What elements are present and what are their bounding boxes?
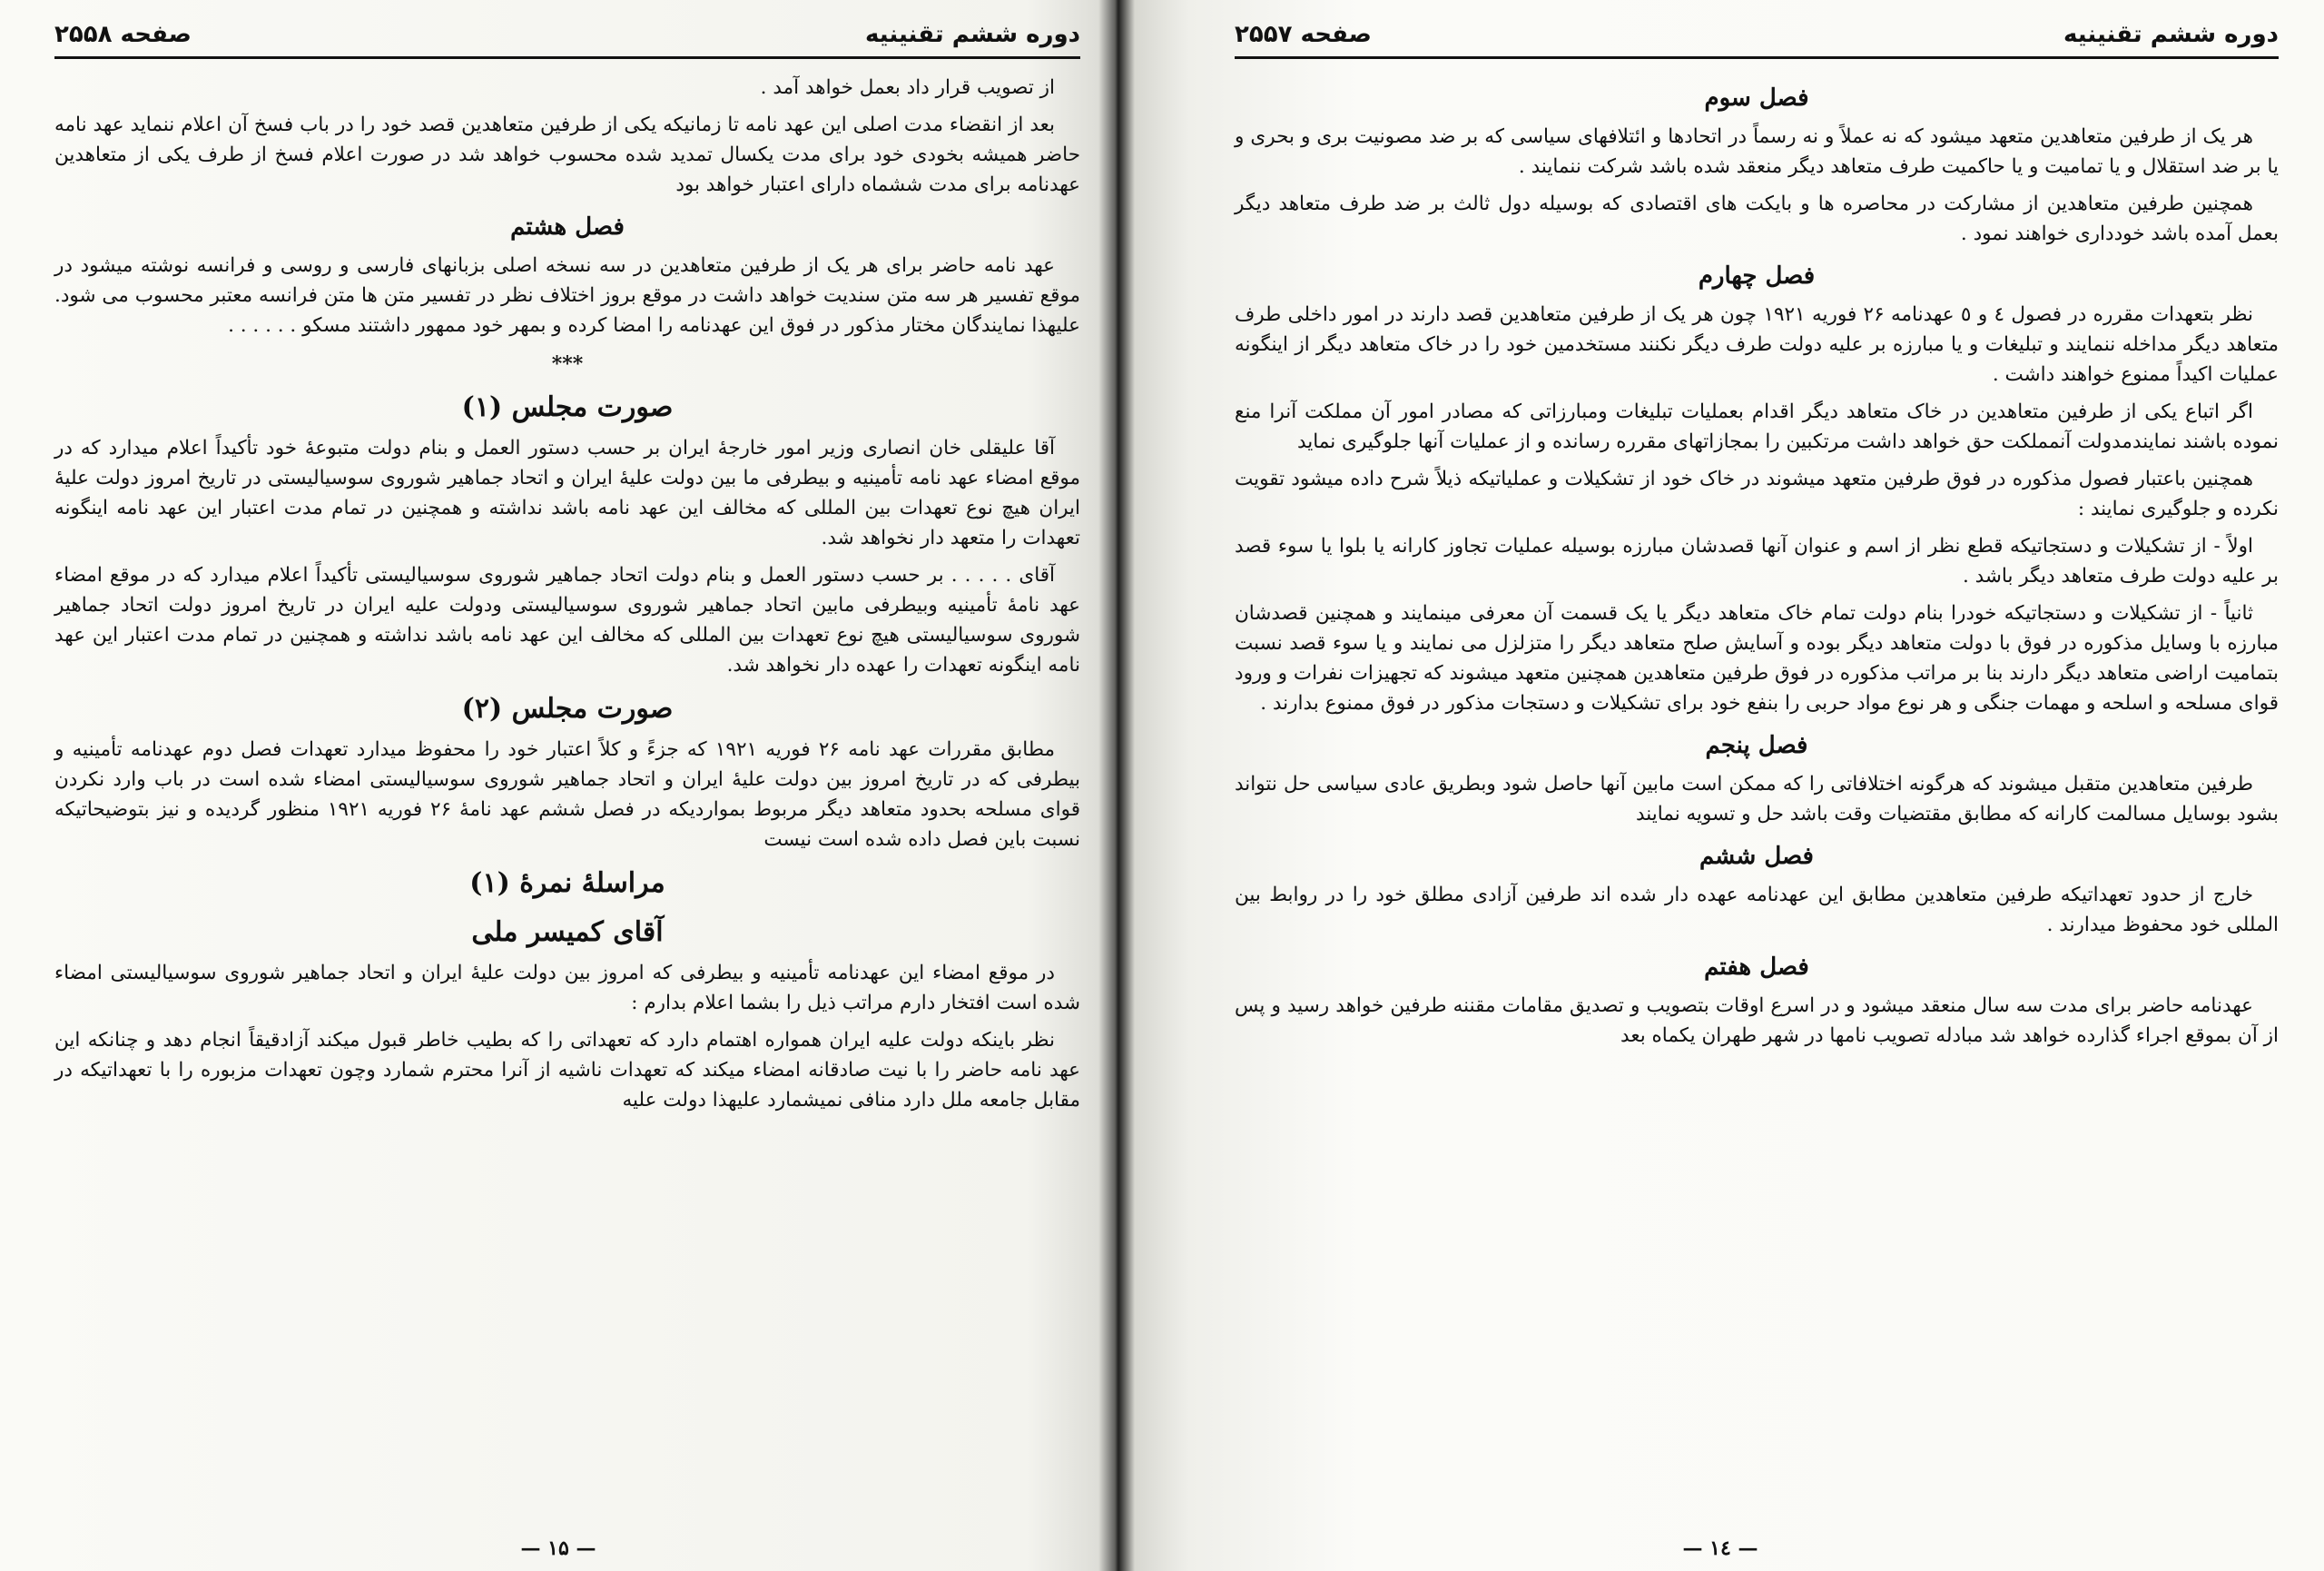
right-header-rule bbox=[1235, 56, 2279, 59]
left-header-rule bbox=[54, 56, 1080, 59]
body-paragraph: اگر اتباع یکی از طرفین متعاهدین در خاک متعاهد دیگر اقدام بعملیات تبلیغات ومبارزاتی که مصادر امور آن مملکت آنرا منع نموده باشند نمایندمدولت آنمملکت حق خواهد داشت مرتکبین را بمجازاتهای مقرره رسانده و از عملیات آنها جلوگیری نماید bbox=[1235, 400, 2279, 453]
body-paragraph: همچنین باعتبار فصول مذکوره در فوق طرفین متعهد میشوند در خاک خود از تشکیلات و عملیاتیکه ذیلاً شرح داده میشود تقویت نکرده و جلوگیری نمایند : bbox=[1235, 468, 2279, 520]
body-paragraph: نظر باینکه دولت علیه ایران همواره اهتمام دارد که تعهداتی را که بطیب خاطر قبول میکند آزادقیقاً انجام دهد و چنانکه این عهد نامه حاضر را با نیت صادقانه امضاء میکند که تعهدات ناشیه از آنرا محترم شمارد وچون تعهدات مزبوره را با تعهداتیکه در مقابل جامعه ملل دارد منافی نمیشمارد علیهذا دولت علیه bbox=[54, 1029, 1080, 1112]
section-heading: فصل هفتم bbox=[1704, 953, 1809, 981]
section-heading: فصل چهارم bbox=[1698, 262, 1816, 290]
body-paragraph: از تصویب قرار داد بعمل خواهد آمد . bbox=[760, 76, 1055, 99]
left-page-body bbox=[54, 73, 1080, 1122]
body-paragraph: طرفین متعاهدین متقبل میشوند که هرگونه اختلافاتی را که ممکن است مابین آنها حاصل شود وبطریق عادی سیاسی حل نتواند بشود بوسایل مسالمت کارانه که مطابق مقتضیات وقت باشد حل و تسویه نمایند bbox=[1235, 773, 2279, 825]
section-heading: فصل ششم bbox=[1699, 843, 1814, 870]
minutes-heading: آقای کمیسر ملی bbox=[471, 916, 664, 948]
body-paragraph: عهدنامه حاضر برای مدت سه سال منعقد میشود و در اسرع اوقات بتصویب و تصدیق مقامات مقننه طرفین خواهد رسید و پس از آن بموقع اجراء گذارده خواهد شد مبادله تصویب نامها در شهر طهران یکماه بعد bbox=[1235, 994, 2279, 1047]
left-page-number: صفحه ۲۵۵۸ bbox=[54, 21, 192, 48]
body-paragraph: همچنین طرفین متعاهدین از مشارکت در محاصره ها و بایکت های اقتصادی که بوسیله دول ثالث بر ضد طرف متعاهد دیگر بعمل آمده باشد خودداری خواهند نمود . bbox=[1235, 193, 2279, 245]
body-paragraph: آقای . . . . . بر حسب دستور العمل و بنام دولت اتحاد جماهیر شوروی سوسیالیستی تأکیداً اعلام میدارد که در موقع امضاء عهد نامهٔ تأمینیه وبیطرفی مابین اتحاد جماهیر شوروی سوسیالیستی ودولت علیه ایران در تاریخ امروز دولت اتحاد جماهیر شوروی سوسیالیستی هیچ نوع تعهدات بین المللی که مخالف این عهد نامه باشد نداشته و همچنین در تمام مدت اعتبار این عهد نامه اینگونه تعهدات را عهده دار نخواهد شد. bbox=[54, 564, 1080, 677]
body-paragraph: نظر بتعهدات مقرره در فصول ٤ و ٥ عهدنامه ۲۶ فوریه ۱۹۲۱ چون هر یک از طرفین متعاهدین قصد دارند در امور داخلی طرف متعاهد دیگر مداخله ننمایند و تبلیغات و یا مبارزه بر علیه دولت طرف دیگر نکنند مستخدمین خود را در خاک متعاهد دیگر از اینگونه عملیات اکیداً ممنوع خواهند داشت . bbox=[1235, 303, 2279, 386]
right-page-number: صفحه ۲۵۵۷ bbox=[1235, 21, 1372, 48]
section-heading: فصل پنجم bbox=[1705, 732, 1808, 759]
right-page-header bbox=[1235, 16, 2279, 53]
book-gutter-shadow bbox=[1098, 0, 1135, 1571]
left-page-footer: — ۱۵ — bbox=[520, 1536, 596, 1560]
section-heading: فصل سوم bbox=[1704, 84, 1809, 112]
left-page-session-title: دوره ششم تقنینیه bbox=[864, 21, 1080, 48]
body-paragraph: مطابق مقررات عهد نامه ۲۶ فوریه ۱۹۲۱ که جزءً و کلاً اعتبار خود را محفوظ میدارد تعهدات فصل دوم عهدنامه تأمینیه و بیطرفی که در تاریخ امروز بین دولت علیهٔ ایران و اتحاد جماهیر شوروی سوسیالیستی امضاء شده است در باب وارد نکردن قوای مسلحه بحدود متعاهد دیگر مربوط بمواردیکه در فصل ششم عهد نامهٔ ۲۶ فوریه ۱۹۲۱ منظور گردیده و نیز بتوضیحاتیکه نسبت باین فصل داده شده است نیست bbox=[54, 738, 1080, 851]
right-page-footer: — ١٤ — bbox=[1682, 1536, 1758, 1560]
body-paragraph: بعد از انقضاء مدت اصلی این عهد نامه تا زمانیکه یکی از طرفین متعاهدین قصد خود را در باب فسخ آن اعلام ننماید عهد نامه حاضر همیشه بخودی خود برای مدت یکسال تمدید شده محسوب خواهد شد در صورت اعلام فسخ از طرف یکی از متعاهدین عهدنامه برای مدت ششماه دارای اعتبار خواهد بود bbox=[54, 114, 1080, 196]
body-paragraph: هر یک از طرفین متعاهدین متعهد میشود که نه عملاً و نه رسماً در اتحادها و ائتلافهای سیاسی که بر ضد مصونیت بری و بحری و یا بر ضد استقلال و یا تمامیت و یا حاکمیت طرف متعاهد دیگر منعقد شده باشد شرکت ننمایند . bbox=[1235, 125, 2279, 178]
right-page-body bbox=[1235, 73, 2279, 1058]
body-paragraph: خارج از حدود تعهداتیکه طرفین متعاهدین مطابق این عهدنامه عهده دار شده اند طرفین آزادی مطلق خود را در روابط بین المللی خود محفوظ میدارند . bbox=[1235, 884, 2279, 936]
separator-stars: *** bbox=[551, 352, 584, 376]
body-paragraph: عهد نامه حاضر برای هر یک از طرفین متعاهدین در سه نسخه اصلی بزبانهای فارسی و روسی و فرانسه نوشته میشود در موقع تفسیر هر سه متن سندیت خواهد داشت در موقع بروز اختلاف نظر در تفسیر متن ها متن فرانسه معتبر محسوب می شود. علیهذا نمایندگان مختار مذکور در فوق این عهدنامه را امضا کرده و بمهر خود ممهور داشتند مسکو . . . . . . bbox=[54, 254, 1080, 337]
minutes-heading: صورت مجلس (۲) bbox=[461, 693, 674, 725]
right-page bbox=[1117, 0, 2324, 1571]
section-heading: فصل هشتم bbox=[510, 213, 625, 241]
body-paragraph: اولاً - از تشکیلات و دستجاتیکه قطع نظر از اسم و عنوان آنها قصدشان مبارزه بوسیله عملیات تجاوز کارانه یا بلوا یا سوء قصد بر علیه دولت طرف متعاهد دیگر باشد . bbox=[1235, 535, 2279, 588]
left-page bbox=[0, 0, 1117, 1571]
body-paragraph: آقا علیقلی خان انصاری وزیر امور خارجهٔ ایران بر حسب دستور العمل و بنام دولت متبوعهٔ خود تأکیداً اعلام میدارد که در موقع امضاء عهد نامه تأمینیه و بیطرفی ما بین دولت علیهٔ ایران و اتحاد جماهیر شوروی سوسیالیستی در تاریخ امروز دولت علیهٔ ایران هیچ نوع تعهدات بین المللی که مخالف این عهد نامه باشد نداشته و همچنین در تمام مدت اعتبار این عهد نامه اینگونه تعهدات را متعهد دار نخواهد شد. bbox=[54, 437, 1080, 549]
minutes-heading: مراسلهٔ نمرهٔ (۱) bbox=[469, 867, 665, 899]
left-page-header bbox=[54, 16, 1080, 53]
minutes-heading: صورت مجلس (۱) bbox=[461, 391, 674, 423]
right-page-session-title: دوره ششم تقنینیه bbox=[2063, 21, 2279, 48]
body-paragraph: ثانیاً - از تشکیلات و دستجاتیکه خودرا بنام دولت تمام خاک متعاهد دیگر یا یک قسمت آن معرفی مینمایند و همچنین قصدشان مبارزه با وسایل مذکوره در فوق با دولت متعاهد دیگر بوده و آسایش صلح متعاهد دیگر را متزلزل می نمایند و یا سوء قصد نسبت بتمامیت اراضی متعاهد دیگر دارند بنا بر مراتب مذکوره در فوق طرفین متعاهدین همچنین متعهد میشوند که تجهیزات نفرات و ورود قوای مسلحه و اسلحه و مهمات جنگی و هر نوع مواد حربی را بنفع خود برای تشکیلات و دستجات مذکور در فوق ممنوع بدارند . bbox=[1235, 602, 2279, 715]
body-paragraph: در موقع امضاء این عهدنامه تأمینیه و بیطرفی که امروز بین دولت علیهٔ ایران و اتحاد جماهیر شوروی سوسیالیستی امضاء شده است افتخار دارم مراتب ذیل را بشما اعلام بدارم : bbox=[54, 962, 1080, 1014]
